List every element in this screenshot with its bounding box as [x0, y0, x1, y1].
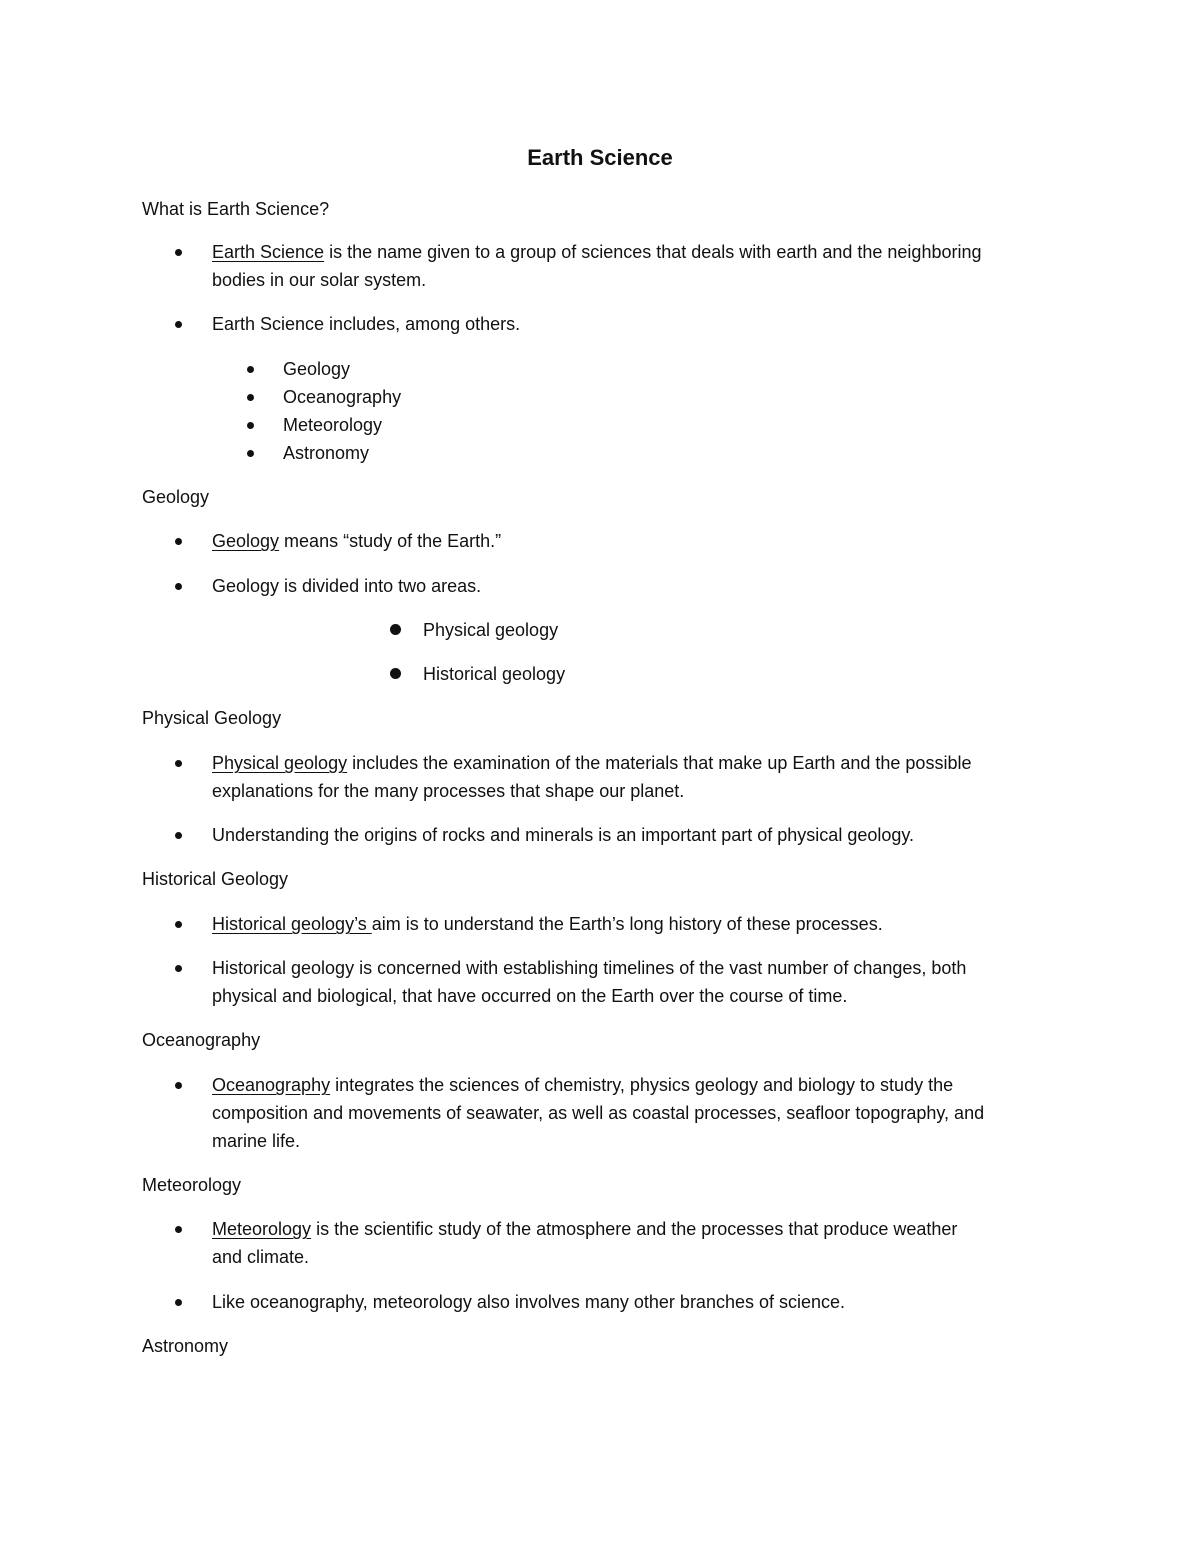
paragraph-line: composition and movements of seawater, as well as coastal processes, seafloor topography, and: [212, 1103, 985, 1123]
bullet-icon: [175, 538, 182, 545]
paragraph-line: explanations for the many processes that shape our planet.: [212, 781, 685, 801]
term-historical-geology: Historical geology’s: [212, 914, 372, 934]
paragraph-timelines: Historical geology is concerned with establishing timelines of the vast number of changes, both: [212, 958, 967, 978]
section-heading-physical-geology: Physical Geology: [142, 708, 282, 728]
text-span: integrates the sciences of chemistry, physics geology and biology to study the: [330, 1075, 954, 1095]
list-item-astronomy: Astronomy: [283, 443, 370, 463]
paragraph-origins: Understanding the origins of rocks and minerals is an important part of physical geology.: [212, 825, 915, 845]
paragraph-historical-aim: [212, 910, 883, 938]
bullet-icon: [175, 249, 182, 256]
text-span: means “study of the Earth.”: [279, 531, 502, 551]
list-item-oceanography: Oceanography: [283, 387, 402, 407]
paragraph-meteorology-def: [212, 1215, 957, 1243]
bullet-icon: [175, 1299, 182, 1306]
bullet-icon: [175, 760, 182, 767]
term-oceanography: Oceanography: [212, 1075, 331, 1095]
section-heading-meteorology: Meteorology: [142, 1175, 242, 1195]
bullet-icon: [175, 321, 182, 328]
paragraph-line: bodies in our solar system.: [212, 270, 427, 290]
paragraph-includes: Earth Science includes, among others.: [212, 314, 521, 334]
term-geology: Geology: [212, 531, 280, 551]
bullet-icon: [175, 832, 182, 839]
bullet-icon: [247, 450, 254, 457]
list-item-physical-geology: Physical geology: [423, 620, 559, 640]
term-earth-science: Earth Science: [212, 242, 325, 262]
paragraph-geology-def: [212, 527, 501, 555]
list-item-historical-geology: Historical geology: [423, 664, 566, 684]
term-physical-geology: Physical geology: [212, 753, 348, 773]
text-span: aim is to understand the Earth’s long history of these processes.: [371, 914, 883, 934]
bullet-icon: [247, 394, 254, 401]
bullet-icon: [175, 921, 182, 928]
paragraph-line: physical and biological, that have occurred on the Earth over the course of time.: [212, 986, 848, 1006]
paragraph-line: marine life.: [212, 1131, 301, 1151]
text-span: is the scientific study of the atmosphere and the processes that produce weather: [311, 1219, 958, 1239]
document-title: Earth Science: [527, 145, 673, 170]
section-heading-oceanography: Oceanography: [142, 1030, 261, 1050]
bullet-icon: [175, 583, 182, 590]
paragraph-geology-divided: Geology is divided into two areas.: [212, 576, 482, 596]
bullet-icon: [247, 366, 254, 373]
list-item-meteorology: Meteorology: [283, 415, 383, 435]
bullet-icon: [175, 1226, 182, 1233]
paragraph-oceanography-def: [212, 1071, 953, 1099]
text-span: is the name given to a group of sciences that deals with earth and the neighboring: [324, 242, 982, 262]
section-heading-geology: Geology: [142, 487, 210, 507]
list-item-geology: Geology: [283, 359, 351, 379]
section-heading-historical-geology: Historical Geology: [142, 869, 289, 889]
bullet-icon: [175, 965, 182, 972]
section-heading-what-is: What is Earth Science?: [142, 199, 330, 219]
term-meteorology: Meteorology: [212, 1219, 312, 1239]
paragraph-physical-def: [212, 749, 971, 777]
paragraph-earth-science-def: [212, 238, 981, 266]
paragraph-line: and climate.: [212, 1247, 310, 1267]
paragraph-branches: Like oceanography, meteorology also involves many other branches of science.: [212, 1292, 846, 1312]
bullet-icon: [175, 1082, 182, 1089]
bullet-icon: [247, 422, 254, 429]
bullet-icon: [390, 624, 401, 635]
section-heading-astronomy: Astronomy: [142, 1336, 229, 1356]
bullet-icon: [390, 668, 401, 679]
text-span: includes the examination of the materials that make up Earth and the possible: [347, 753, 972, 773]
